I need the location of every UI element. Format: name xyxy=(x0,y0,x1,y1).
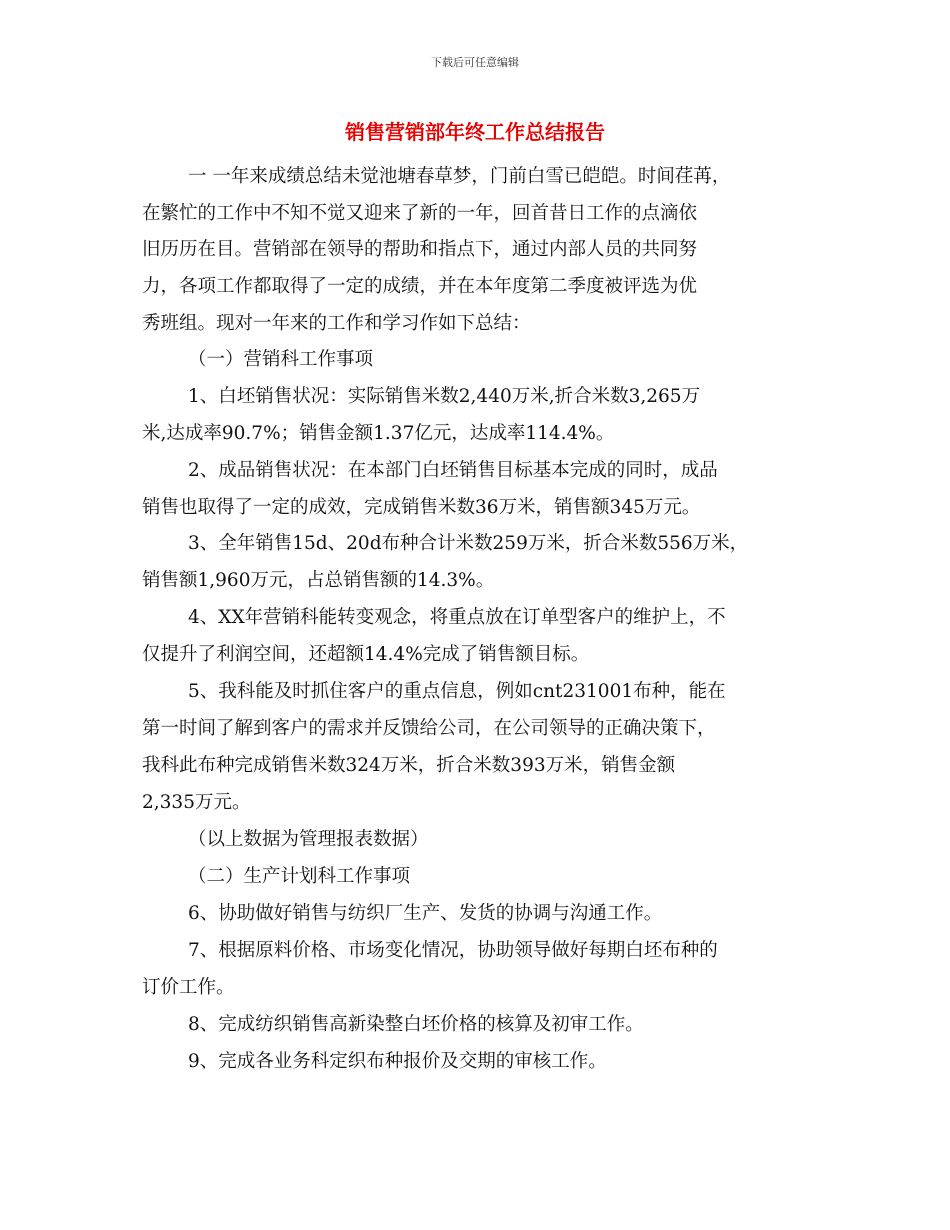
paragraph-line: 4、XX年营销科能转变观念，将重点放在订单型客户的维护上，不 xyxy=(188,607,726,628)
paragraph-line: 在繁忙的工作中不知不觉又迎来了新的一年，回首昔日工作的点滴依 xyxy=(142,203,698,224)
paragraph-line: 2、成品销售状况：在本部门白坯销售目标基本完成的同时，成品 xyxy=(188,460,718,481)
paragraph-line: 7、根据原料价格、市场变化情况，协助领导做好每期白坯布种的 xyxy=(188,940,718,961)
paragraph-line: 3、全年销售15d、20d布种合计米数259万米，折合米数556万米， xyxy=(188,533,749,554)
section-heading: （一）营销科工作事项 xyxy=(188,349,374,370)
paragraph-line: 我科此布种完成销售米数324万米，折合米数393万米，销售金额 xyxy=(142,755,676,776)
paragraph-line: （以上数据为管理报表数据） xyxy=(188,829,429,850)
paragraph-line: 1、白坯销售状况：实际销售米数2,440万米,折合米数3,265万 xyxy=(188,386,701,407)
section-heading: （二）生产计划科工作事项 xyxy=(188,866,411,887)
paragraph-line: 秀班组。现对一年来的工作和学习作如下总结： xyxy=(142,313,531,334)
document-title: 销售营销部年终工作总结报告 xyxy=(345,120,605,144)
page-header: 下载后可任意编辑 xyxy=(431,56,519,69)
paragraph-line: 销售额1,960万元，占总销售额的14.3%。 xyxy=(142,570,495,591)
paragraph-line: 订价工作。 xyxy=(142,977,235,998)
paragraph-line: 一 一年来成绩总结未觉池塘春草梦，门前白雪已皑皑。时间荏苒， xyxy=(188,166,731,187)
paragraph-line: 第一时间了解到客户的需求并反馈给公司，在公司领导的正确决策下， xyxy=(142,718,716,739)
paragraph-line: 8、完成纺织销售高新染整白坯价格的核算及初审工作。 xyxy=(188,1014,644,1035)
paragraph-line: 仅提升了利润空间，还超额14.4%完成了销售额目标。 xyxy=(142,644,590,665)
paragraph-line: 销售也取得了一定的成效，完成销售米数36万米，销售额345万元。 xyxy=(142,497,701,518)
paragraph-line: 旧历历在目。营销部在领导的帮助和指点下，通过内部人员的共同努 xyxy=(142,239,698,260)
paragraph-line: 6、协助做好销售与纺织厂生产、发货的协调与沟通工作。 xyxy=(188,903,663,924)
paragraph-line: 力，各项工作都取得了一定的成绩，并在本年度第二季度被评选为优 xyxy=(142,276,698,297)
paragraph-line: 9、完成各业务科定织布种报价及交期的审核工作。 xyxy=(188,1051,607,1072)
paragraph-line: 5、我科能及时抓住客户的重点信息，例如cnt231001布种，能在 xyxy=(188,681,726,702)
paragraph-line: 米,达成率90.7%；销售金额1.37亿元，达成率114.4%。 xyxy=(142,423,615,444)
paragraph-line: 2,335万元。 xyxy=(142,792,251,813)
